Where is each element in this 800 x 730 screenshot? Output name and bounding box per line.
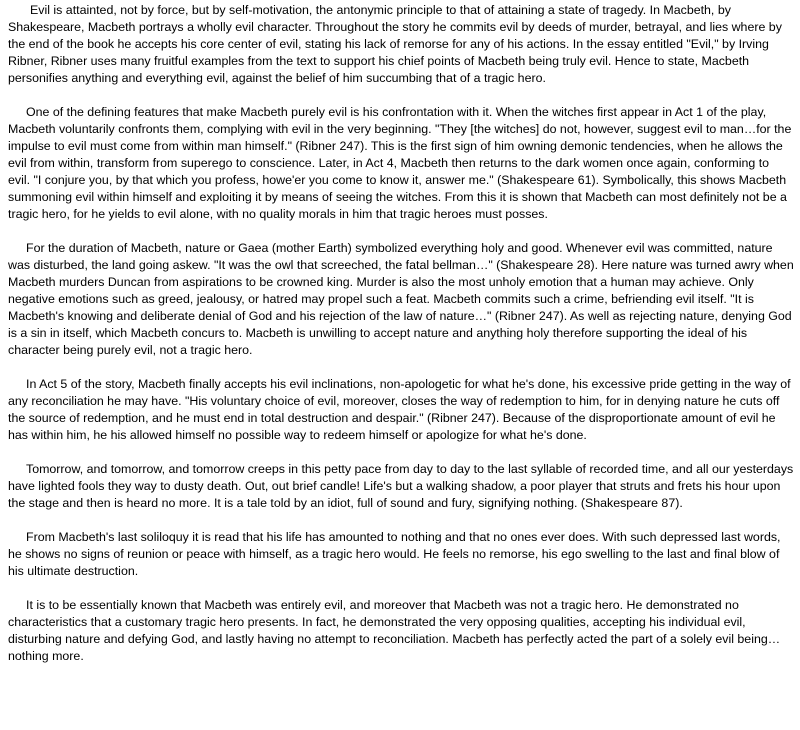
essay-document <box>8 2 794 665</box>
paragraph-nature: For the duration of Macbeth, nature or Gaea (mother Earth) symbolized everything holy and good. Whenever evil was committed, nature was disturbed, the land going askew. "It was the owl that screeched, the fatal bellman…" (Shakespeare 28). Here nature was turned awry when Macbeth murders Duncan from aspirations to be crowned king. Murder is also the most unholy emotion that a human may achieve. Only negative emotions such as greed, jealousy, or hatred may propel such a feat. Macbeth commits such a crime, befriending evil itself. "It is Macbeth's knowing and deliberate denial of God and his rejection of the law of nature…" (Ribner 247). As well as rejecting nature, denying God is a sin in itself, which Macbeth concurs to. Macbeth is unwilling to accept nature and anything holy therefore supporting the ideal of his character being purely evil, not a tragic hero. <box>8 241 794 357</box>
paragraph-conclusion: It is to be essentially known that Macbeth was entirely evil, and moreover that Macbeth was not a tragic hero. He demonstrated no characteristics that a customary tragic hero presents. In fact, he demonstrated the very opposing qualities, accepting his individual evil, disturbing nature and defying God, and lastly having no attempt to reconciliation. Macbeth has perfectly acted the part of a solely evil being…nothing more. <box>8 598 781 663</box>
paragraph-act-five: In Act 5 of the story, Macbeth finally accepts his evil inclinations, non-apologetic for what he's done, his excessive pride getting in the way of any reconciliation he may have. "His voluntary choice of evil, moreover, closes the way of redemption to him, for in denying nature he cuts off the source of redemption, and he must end in total destruction and despair." (Ribner 247). Because of the disproportionate amount of evil he has within him, he his allowed himself no possible way to redeem himself or apologize for what he's done. <box>8 377 791 442</box>
paragraph-soliloquy-quote: Tomorrow, and tomorrow, and tomorrow creeps in this petty pace from day to day to the last syllable of recorded time, and all our yesterdays have lighted fools they way to dusty death. Out, out brief candle! Life's but a walking shadow, a poor player that struts and frets his hour upon the stage and then is heard no more. It is a tale told by an idiot, full of sound and fury, signifying nothing. (Shakespeare 87). <box>8 462 794 510</box>
paragraph-soliloquy-analysis: From Macbeth's last soliloquy it is read that his life has amounted to nothing and that no ones ever does. With such depressed last words, he shows no signs of reunion or peace with himself, as a tragic hero would. He feels no remorse, his ego swelling to the last and final blow of his ultimate destruction. <box>8 530 781 578</box>
paragraph-intro: Evil is attainted, not by force, but by self-motivation, the antonymic principle to that of attaining a state of tragedy. In Macbeth, by Shakespeare, Macbeth portrays a wholly evil character. Throughout the story he commits evil by deeds of murder, betrayal, and lies where by the end of the book he accepts his core center of evil, stating his lack of remorse for any of his actions. In the essay entitled "Evil," by Irving Ribner, Ribner uses many fruitful examples from the text to support his chief points of Macbeth being truly evil. Hence to state, Macbeth personifies anything and everything evil, against the belief of him succumbing that of a tragic hero. <box>8 3 782 85</box>
paragraph-witches: One of the defining features that make Macbeth purely evil is his confrontation with it. When the witches first appear in Act 1 of the play, Macbeth voluntarily confronts them, complying with evil in the very beginning. "They [the witches] do not, however, suggest evil to man…for the impulse to evil must come from within man himself." (Ribner 247). This is the first sign of him owning demonic tendencies, when he allows the evil from within, transform from superego to conscience. Later, in Act 4, Macbeth then returns to the dark women once again, conforming to evil. "I conjure you, by that which you profess, howe'er you come to know it, answer me." (Shakespeare 61). Symbolically, this shows Macbeth summoning evil within himself and exploiting it by means of seeing the witches. From this it is shown that Macbeth can most definitely not be a tragic hero, for he yields to evil alone, with no quality morals in him that tragic heroes must posses. <box>8 105 792 221</box>
